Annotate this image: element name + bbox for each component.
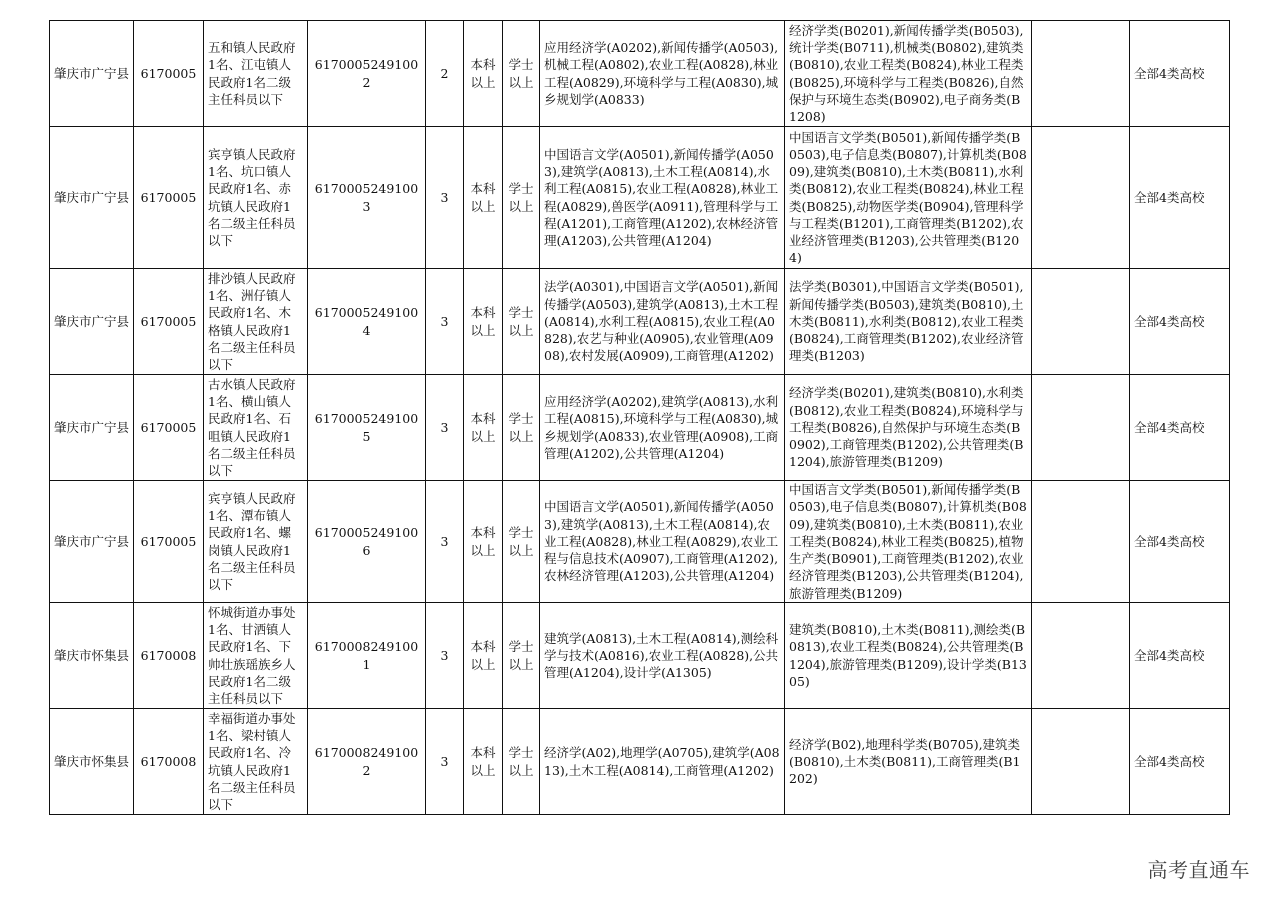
school-type-cell: 全部4类高校: [1130, 269, 1230, 375]
post-name-cell: 幸福街道办事处1名、梁村镇人民政府1名、冷坑镇人民政府1名二级主任科员以下: [204, 709, 308, 815]
area-cell: 肇庆市广宁县: [50, 21, 134, 127]
education-cell: 本科以上: [464, 269, 503, 375]
other-requirement-cell: [1032, 481, 1130, 603]
education-cell: 本科以上: [464, 127, 503, 269]
education-cell: 本科以上: [464, 603, 503, 709]
school-type-cell: 全部4类高校: [1130, 127, 1230, 269]
degree-cell: 学士以上: [503, 269, 540, 375]
unit-code-cell: 6170005: [134, 21, 204, 127]
area-cell: 肇庆市广宁县: [50, 269, 134, 375]
major-requirement-cell: 应用经济学(A0202),建筑学(A0813),水利工程(A0815),环境科学与工程(A0830),城乡规划学(A0833),农业管理(A0908),工商管理(A1202),公共管理(A1204): [540, 375, 785, 481]
major-category-cell: 经济学类(B0201),新闻传播学类(B0503),统计学类(B0711),机械类(B0802),建筑类(B0810),农业工程类(B0824),林业工程类(B0825),环境科学与工程类(B0826),自然保护与环境生态类(B0902),电子商务类(B1208): [785, 21, 1032, 127]
school-type-cell: 全部4类高校: [1130, 709, 1230, 815]
degree-cell: 学士以上: [503, 375, 540, 481]
degree-cell: 学士以上: [503, 127, 540, 269]
major-category-cell: 中国语言文学类(B0501),新闻传播学类(B0503),电子信息类(B0807),计算机类(B0809),建筑类(B0810),土木类(B0811),水利类(B0812),农业工程类(B0824),林业工程类(B0825),动物医学类(B0904),管理科学与工程类(B1201),工商管理类(B1202),农业经济管理类(B1203),公共管理类(B1204): [785, 127, 1032, 269]
headcount-cell: 3: [426, 603, 464, 709]
school-type-cell: 全部4类高校: [1130, 375, 1230, 481]
major-category-cell: 建筑类(B0810),土木类(B0811),测绘类(B0813),农业工程类(B0824),公共管理类(B1204),旅游管理类(B1209),设计学类(B1305): [785, 603, 1032, 709]
major-requirement-cell: 法学(A0301),中国语言文学(A0501),新闻传播学(A0503),建筑学(A0813),土木工程(A0814),水利工程(A0815),农业工程(A0828),农艺与种业(A0905),农业管理(A0908),农村发展(A0909),工商管理(A1202): [540, 269, 785, 375]
unit-code-cell: 6170005: [134, 481, 204, 603]
area-cell: 肇庆市广宁县: [50, 127, 134, 269]
table-row: [50, 21, 1230, 127]
area-cell: 肇庆市怀集县: [50, 603, 134, 709]
table-row: [50, 375, 1230, 481]
watermark-logo: 高考直通车: [1147, 858, 1250, 882]
table-row: [50, 603, 1230, 709]
degree-cell: 学士以上: [503, 21, 540, 127]
post-name-cell: 怀城街道办事处1名、甘洒镇人民政府1名、下帅壮族瑶族乡人民政府1名二级主任科员以下: [204, 603, 308, 709]
table-row: [50, 481, 1230, 603]
unit-code-cell: 6170005: [134, 127, 204, 269]
major-requirement-cell: 经济学(A02),地理学(A0705),建筑学(A0813),土木工程(A0814),工商管理(A1202): [540, 709, 785, 815]
area-cell: 肇庆市广宁县: [50, 375, 134, 481]
education-cell: 本科以上: [464, 709, 503, 815]
major-requirement-cell: 应用经济学(A0202),新闻传播学(A0503),机械工程(A0802),农业工程(A0828),林业工程(A0829),环境科学与工程(A0830),城乡规划学(A0833): [540, 21, 785, 127]
post-code-cell: 61700052491004: [308, 269, 426, 375]
school-type-cell: 全部4类高校: [1130, 21, 1230, 127]
unit-code-cell: 6170008: [134, 709, 204, 815]
school-type-cell: 全部4类高校: [1130, 603, 1230, 709]
post-code-cell: 61700082491001: [308, 603, 426, 709]
major-requirement-cell: 建筑学(A0813),土木工程(A0814),测绘科学与技术(A0816),农业工程(A0828),公共管理(A1204),设计学(A1305): [540, 603, 785, 709]
area-cell: 肇庆市怀集县: [50, 709, 134, 815]
unit-code-cell: 6170005: [134, 269, 204, 375]
major-requirement-cell: 中国语言文学(A0501),新闻传播学(A0503),建筑学(A0813),土木工程(A0814),水利工程(A0815),农业工程(A0828),林业工程(A0829),兽医学(A0911),管理科学与工程(A1201),工商管理(A1202),农林经济管理(A1203),公共管理(A1204): [540, 127, 785, 269]
post-name-cell: 排沙镇人民政府1名、洲仔镇人民政府1名、木格镇人民政府1名二级主任科员以下: [204, 269, 308, 375]
other-requirement-cell: [1032, 127, 1130, 269]
unit-code-cell: 6170005: [134, 375, 204, 481]
post-code-cell: 61700082491002: [308, 709, 426, 815]
post-name-cell: 宾亨镇人民政府1名、潭布镇人民政府1名、螺岗镇人民政府1名二级主任科员以下: [204, 481, 308, 603]
post-code-cell: 61700052491005: [308, 375, 426, 481]
table-row: [50, 127, 1230, 269]
headcount-cell: 3: [426, 709, 464, 815]
major-requirement-cell: 中国语言文学(A0501),新闻传播学(A0503),建筑学(A0813),土木工程(A0814),农业工程(A0828),林业工程(A0829),农业工程与信息技术(A0907),工商管理(A1202),农林经济管理(A1203),公共管理(A1204): [540, 481, 785, 603]
other-requirement-cell: [1032, 709, 1130, 815]
major-category-cell: 经济学类(B0201),建筑类(B0810),水利类(B0812),农业工程类(B0824),环境科学与工程类(B0826),自然保护与环境生态类(B0902),工商管理类(B1202),公共管理类(B1204),旅游管理类(B1209): [785, 375, 1032, 481]
recruitment-table: [49, 20, 1230, 815]
education-cell: 本科以上: [464, 481, 503, 603]
other-requirement-cell: [1032, 269, 1130, 375]
table-body: [50, 21, 1230, 815]
degree-cell: 学士以上: [503, 709, 540, 815]
headcount-cell: 2: [426, 21, 464, 127]
table-row: [50, 269, 1230, 375]
degree-cell: 学士以上: [503, 603, 540, 709]
major-category-cell: 中国语言文学类(B0501),新闻传播学类(B0503),电子信息类(B0807),计算机类(B0809),建筑类(B0810),土木类(B0811),农业工程类(B0824),林业工程类(B0825),植物生产类(B0901),工商管理类(B1202),农业经济管理类(B1203),公共管理类(B1204),旅游管理类(B1209): [785, 481, 1032, 603]
unit-code-cell: 6170008: [134, 603, 204, 709]
degree-cell: 学士以上: [503, 481, 540, 603]
major-category-cell: 法学类(B0301),中国语言文学类(B0501),新闻传播学类(B0503),建筑类(B0810),土木类(B0811),水利类(B0812),农业工程类(B0824),工商管理类(B1202),农业经济管理类(B1203): [785, 269, 1032, 375]
other-requirement-cell: [1032, 375, 1130, 481]
table-row: [50, 709, 1230, 815]
major-category-cell: 经济学(B02),地理科学类(B0705),建筑类(B0810),土木类(B0811),工商管理类(B1202): [785, 709, 1032, 815]
headcount-cell: 3: [426, 269, 464, 375]
post-code-cell: 61700052491003: [308, 127, 426, 269]
other-requirement-cell: [1032, 603, 1130, 709]
school-type-cell: 全部4类高校: [1130, 481, 1230, 603]
education-cell: 本科以上: [464, 21, 503, 127]
post-code-cell: 61700052491006: [308, 481, 426, 603]
post-name-cell: 宾亨镇人民政府1名、坑口镇人民政府1名、赤坑镇人民政府1名二级主任科员以下: [204, 127, 308, 269]
headcount-cell: 3: [426, 481, 464, 603]
headcount-cell: 3: [426, 375, 464, 481]
area-cell: 肇庆市广宁县: [50, 481, 134, 603]
other-requirement-cell: [1032, 21, 1130, 127]
post-name-cell: 五和镇人民政府1名、江屯镇人民政府1名二级主任科员以下: [204, 21, 308, 127]
headcount-cell: 3: [426, 127, 464, 269]
education-cell: 本科以上: [464, 375, 503, 481]
post-code-cell: 61700052491002: [308, 21, 426, 127]
post-name-cell: 古水镇人民政府1名、横山镇人民政府1名、石咀镇人民政府1名二级主任科员以下: [204, 375, 308, 481]
